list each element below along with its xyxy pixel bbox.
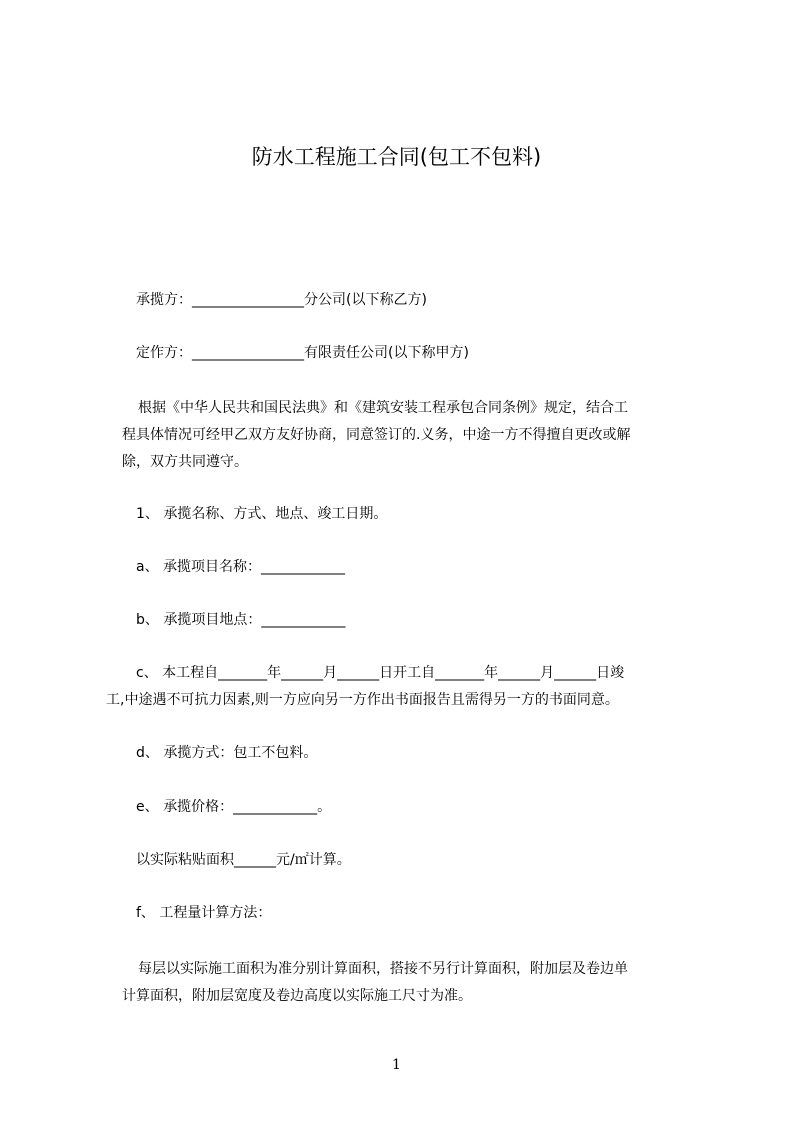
section-1-heading: 1、 承揽名称、方式、地点、竣工日期。 <box>136 506 388 522</box>
item-e-contract-price: e、 承揽价格：____________。 <box>136 799 332 815</box>
item-f-calculation-heading: f、 工程量计算方法： <box>136 905 272 921</box>
calc-method-line-2: 计算面积，附加层宽度及卷边高度以实际施工尺寸为准。 <box>122 988 472 1004</box>
preamble-line-3: 除，双方共同遵守。 <box>122 454 248 470</box>
item-c-line-1: c、 本工程自_______年______月______日开工自_______年______月______日竣 <box>136 665 625 681</box>
calc-method-line-1: 每层以实际施工面积为准分别计算面积，搭接不另行计算面积，附加层及卷边单 <box>138 961 628 977</box>
page-number: 1 <box>392 1057 401 1073</box>
contractor-line: 承揽方：________________分公司(以下称乙方) <box>136 292 427 308</box>
item-c-line-2: 工,中途遇不可抗力因素,则一方应向另一方作出书面报告且需得另一方的书面同意。 <box>106 692 619 708</box>
item-b-project-location: b、 承揽项目地点：____________ <box>136 612 346 628</box>
preamble-line-2: 程具体情况可经甲乙双方友好协商，同意签订的.义务，中途一方不得擅自更改或解 <box>122 427 631 443</box>
item-d-contract-mode: d、 承揽方式：包工不包料。 <box>136 745 318 761</box>
area-price-line: 以实际粘贴面积______元/㎡计算。 <box>136 852 351 868</box>
document-title: 防水工程施工合同(包工不包料) <box>251 145 542 169</box>
item-a-project-name: a、 承揽项目名称：____________ <box>136 559 346 575</box>
client-line: 定作方：________________有限责任公司(以下称甲方) <box>136 345 469 361</box>
preamble-line-1: 根据《中华人民共和国民法典》和《建筑安装工程承包合同条例》规定，结合工 <box>138 400 628 416</box>
